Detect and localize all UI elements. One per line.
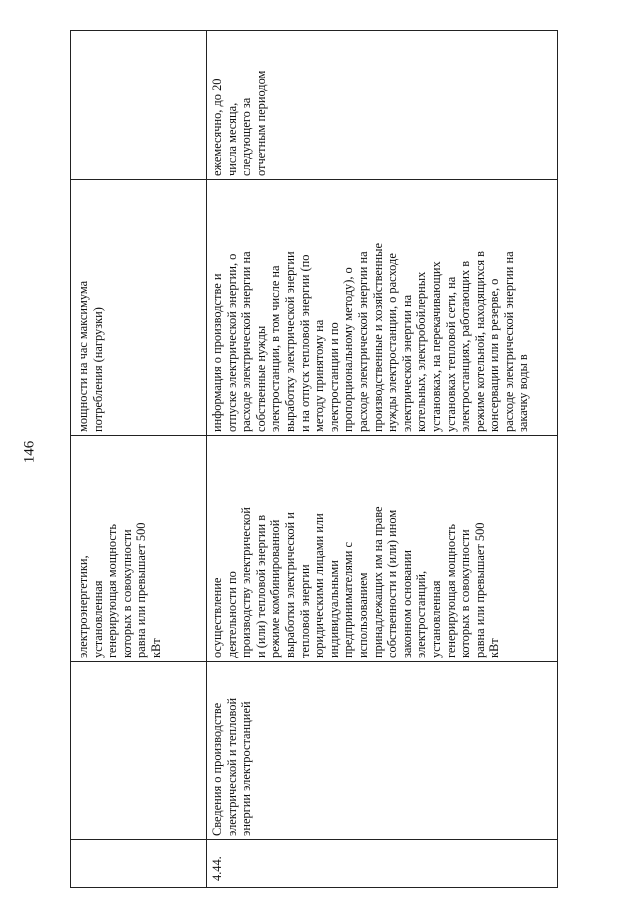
cont-row-deadline-cell xyxy=(70,29,206,180)
row-content-cell: информация о производстве и отпуске электрической энергии, о расходе электрической энергии на собственные нужды электростанции, в том числе на выработку электрической энергии и на отпуск тепловой энергии (по методу принятому на электростанции и по пропорциональному методу), о расходе электрической энергии на производственные и хозяйственные нужды электростанции, о расходе электрической энергии на котельных, электробойлерных установках, на перекачивающих установках тепловой сети, на электростанциях, работающих в режиме котельной, находящихся в консервации или в резерве, о расходе электрической энергии на закачку воды в xyxy=(210,243,531,432)
cont-row-condition-cell: электроэнергетики, установленная генерирующая мощность которых в совокупности равна или превышает 500 кВт xyxy=(76,522,163,658)
row-condition-cell: осуществление деятельности по производству электрической и (или) тепловой энергии в режиме комбинированной выработки электрической и тепловой энергии юридическими лицами или индивидуальными предпринимателями с использованием принадлежащих им на праве собственности и (или) ином законном основании электростанций, установленная генерирующая мощность которых в совокупности равна или превышает 500 кВт xyxy=(210,506,502,658)
cont-row-content-cell: мощности на час максимума потребления (нагрузки) xyxy=(76,280,105,432)
row-title-cell: Сведения о производстве электрической и тепловой энергии электростанцией xyxy=(210,697,254,836)
page-number: 146 xyxy=(21,440,38,464)
table-bottom-border xyxy=(557,31,558,887)
row-number-cell: 4.44. xyxy=(210,856,224,881)
row-divider xyxy=(206,31,207,887)
requirements-table xyxy=(70,30,558,888)
row-deadline-cell: ежемесячно, до 20 числа месяца, следующего за отчетным периодом xyxy=(210,70,268,176)
cont-row-title-cell xyxy=(70,662,206,840)
rotated-table-sheet xyxy=(70,30,558,888)
cont-row-number-cell xyxy=(70,840,206,887)
